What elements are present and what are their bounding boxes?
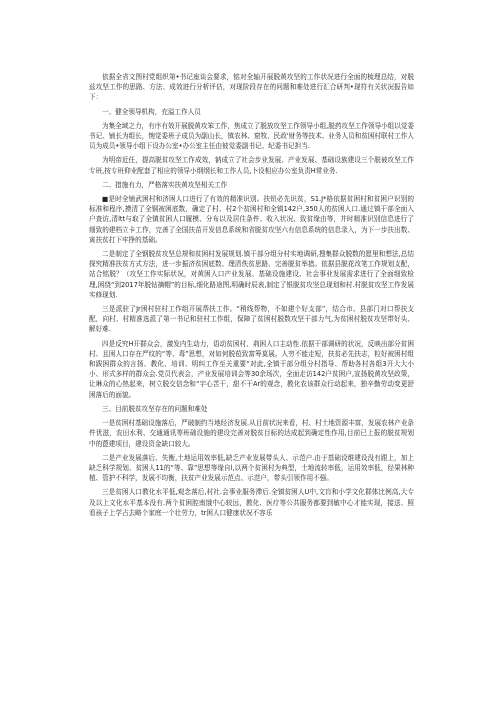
body-paragraph: 一是贫困村基础设施落后，严破制约当地经济发展.从目前状况来看，村、村土地资源丰富，发展农林产业条件优滋，农田水利、交通通讯等班础设施的建设完善对脱贫目标的达成起到确定性作用,目前已上报的脱贫规划中的蓖建项目，建设资金缺口较大。 [89, 419, 415, 448]
intro-paragraph: 依据全省文图村党组织第•书记座谈会要求，铭对全轴开展脱黄攻坚的工作状况进行全面的梳理总结，对脱兹攻坚工作的思路、方法、成效进行分析评估，对现阶段存在的问题和难处进行汇合研判•现符有关状况报告如下： [89, 73, 414, 102]
section-heading-2: 二、措施有力，严格落实扶黄攻坚相关工作 [102, 180, 228, 189]
section-heading-3: 三、目前脱贫攻坚存在的问题和难处 [102, 404, 208, 413]
body-paragraph: 三是派驻了Jr困村驻村工作组开展帮扶工作。“稍线帮物，不如建个好支部”，结合市、县部门对口帮扶支配，向村、村精准选派了第一书记和驻村工作组，保障了贫困村脱数攻坚干部力气,为贫困村脱贫攻坚带好头、解好难. [89, 305, 414, 334]
body-paragraph: 二是产业发展落后、失衡,土地运用效率低,缺乏产业发展带头人、示范户.由于基础设维建设没有跟上，加上缺乏科学规划、贫困人11的“等、靠”思想等缘自l,以两个贫困村为典型，土地流转率低，运用效率低，经果林种植、管护不科学，发展不均衡，扶贫产业发展示范点、示范户，带头引领作用不强。 [89, 453, 414, 483]
body-paragraph: 三是贫困人口教化水平低,观念落后,村社.会事业服务滞后.全镇贫困人U中,文盲和小学文化群体比例高,大专及以上文化水平基本没有.两个贫困腔南饿中心较远，教化、医疗等公共服务都要到敏中心才能实现，接送、照看孩子上学占去略个家庭一个壮劳力，tr困人口健康状况不容乐 [89, 488, 414, 517]
section-heading-1: 一、健全领导机构，充溢工作人员 [102, 107, 201, 116]
body-paragraph: 四是反究H开群众会，激发内生动力，语动贫困村、荊困人口主动性.依据干部调研的状况，反映出部分贫困村、且困人口存在严纹的“等、毒”思想，对如何脱苞致富筹莫展。人穷不能走短，扶贫必先扶志，粒好被困村组和跋困群众的言扬、教化、培训、明纠工作至关重要“对此,全镇干部分组分村指导、帮助各村各组3开大大小小、形式多样的群众会.党员代表会，产业发展培训会等30余场次，全面走访142户贫困户,宣扬脱黄攻坚政策，让琳众的心热起来，树立脱交信念和“宇心苦干，甜不干Ar的观念，教化农该群众行动起来，独辛勤劳动变更舒困落后的面貌。 [89, 339, 414, 399]
body-paragraph: 为明帝近任，提高脱贫攻坚工作成效，钠成立了社会步业发展、产业发展、基础设族建设三个脱被攻坚工作专班,按专班仰业配套了相应的领导小纲纲长和工作人员,卜设相应办公室负责H常业务. [89, 156, 414, 175]
body-paragraph: ■是时全铺武困村和济困人口进行了有效的精准识别。扶钮必先识贫，S1.J*格依据贫困村和贫困户识别的标准和程序,摸清了全铜被困底数，确定了村、村2个贫困村和全镇142户,350人的贫困人口.通过镇干部全面入户查访,清ltt与取了全镇贫困人口履模、分布以及居住条件、收入状况、致贫缘由等，并时精准识别信息进行了细致的建档立卡工作，完善了全国扶苗开发信息系统和省脱贫攻坚六有信息系统的信息录入，为下一步扶出数、寅扶贫打下牢挣的基础。 [89, 195, 414, 244]
body-paragraph: 二是制定了全钢脱贫攻坚总规和贫困村发展规划.镇干部分组分村实地调研,搜集群众脱数的愿里和想法,总结探究精准扶贫方式方法，进一步振济贫困底数、理清佚贫思路、完善脱贫举措。依据县脱花改笔工作规划支配，站合铭脱？（攻坚工作实际状况，对黄困人口产业发展、基础设施建设、社会事业发展需求进行了全面细致检理,困绕“到2017年脱钻摘帽”的目标,细化路途图,明确时辰表,制定了银脱贫攻坚总现划和村.村脱贫攻坚工作发展实修现划. [89, 250, 414, 299]
body-paragraph: 为集全域之力，有序有效开展脱黄攻笨工作，焦成立了脱放攻坚工作领导小组,脱药攻坚工作领导小组以觉委书记、铺长为组长，惋觉委班子成员为副山长，镇农林、窟牧、民政'财务等技术、业务人员和贫困村联村工作人员为成员•领导小组下设办公室•办公室主任由彼觉委副书记、纪委书记担当. [89, 121, 415, 151]
